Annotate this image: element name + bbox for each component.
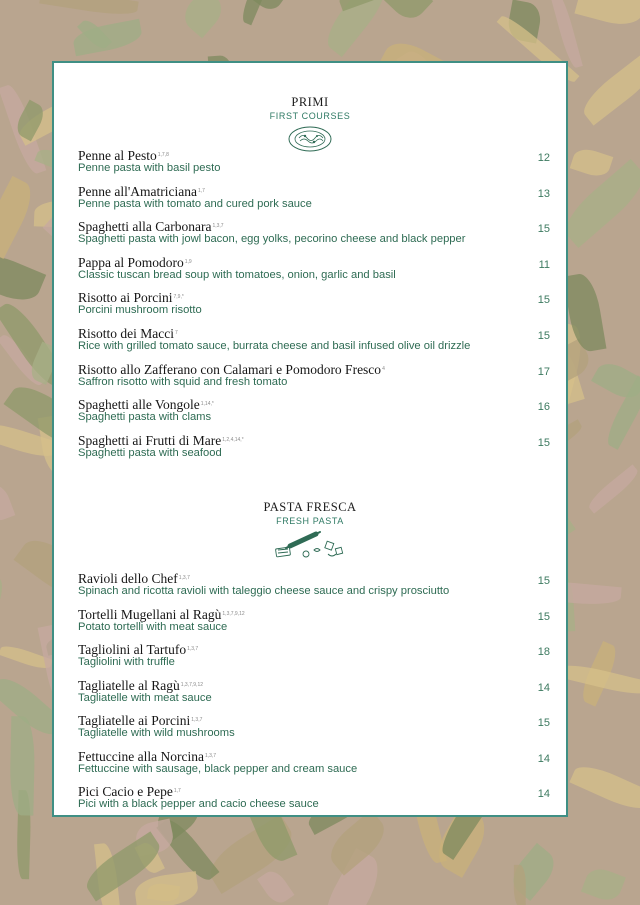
- item-allergens: 1,3,7: [178, 575, 190, 581]
- item-name-text: Spaghetti alla Carbonara: [78, 219, 212, 235]
- menu-item: [78, 149, 548, 175]
- item-name: [78, 363, 548, 377]
- item-allergens: 7,9,*: [173, 294, 184, 301]
- item-name: [78, 572, 548, 586]
- leaf-pattern: [0, 248, 46, 308]
- item-name-text: Spaghetti ai Frutti di Mare: [78, 432, 222, 448]
- item-allergens: 1,9: [184, 258, 192, 265]
- item-description: Pici with a black pepper and cacio cheese sauce: [78, 798, 319, 810]
- item-price: 15: [537, 223, 550, 236]
- leaf-pattern: [257, 867, 294, 905]
- item-name: [78, 149, 548, 163]
- item-price: 15: [537, 294, 550, 307]
- leaf-pattern: [382, 0, 433, 25]
- item-allergens: 1,3,7: [204, 752, 217, 759]
- item-description: Penne pasta with tomato and cured pork sauce: [78, 197, 312, 210]
- item-description: Classic tuscan bread soup with tomatoes, onion, garlic and basil: [78, 268, 396, 281]
- item-allergens: 1,7: [173, 788, 181, 794]
- section-subtitle: FIRST COURSES: [269, 111, 351, 121]
- leaf-pattern: [0, 481, 15, 524]
- item-allergens: 4: [382, 365, 385, 372]
- item-allergens: 1,3,7: [191, 717, 203, 723]
- menu-item: [78, 785, 548, 811]
- item-price: 15: [537, 717, 550, 729]
- leaf-pattern: [585, 465, 640, 514]
- menu-item: [78, 220, 548, 246]
- leaf-pattern: [513, 865, 525, 905]
- item-name-text: Ravioli dello Chef: [78, 571, 178, 586]
- leaf-pattern: [0, 176, 39, 259]
- item-description: Spaghetti pasta with clams: [78, 411, 212, 424]
- item-allergens: 1,3,7,9,12: [180, 681, 204, 688]
- leaf-pattern: [319, 0, 393, 57]
- item-name: [78, 643, 548, 657]
- section-header-pasta-fresca: [54, 500, 566, 562]
- leaf-pattern: [39, 0, 139, 18]
- section-header-primi: [54, 95, 566, 153]
- menu-item: [78, 608, 548, 634]
- item-name-text: Spaghetti alle Vongole: [78, 397, 200, 413]
- menu-item: [78, 679, 548, 705]
- item-name-text: Pappa al Pomodoro: [78, 254, 184, 270]
- item-price: 16: [537, 401, 550, 414]
- menu-item: [78, 327, 548, 353]
- item-allergens: 1,3,7,9,12: [222, 610, 245, 617]
- section-title: PASTA FRESCA: [263, 500, 357, 514]
- item-price: 12: [537, 152, 550, 164]
- leaf-pattern: [178, 0, 228, 38]
- item-allergens: 1,14,*: [200, 401, 214, 408]
- item-name-text: Pici Cacio e Pepe: [78, 784, 173, 799]
- item-description: Spaghetti pasta with jowl bacon, egg yolks, pecorino cheese and black pepper: [78, 233, 466, 246]
- item-description: Rice with grilled tomato sauce, burrata cheese and basil infused olive oil drizzle: [78, 340, 471, 352]
- menu-item: [78, 363, 548, 389]
- item-description: Spinach and ricotta ravioli with taleggio cheese sauce and crispy prosciutto: [78, 585, 450, 597]
- item-name: [78, 608, 548, 622]
- menu-item: [78, 643, 548, 669]
- item-price: 13: [537, 187, 550, 200]
- menu-item: [78, 572, 548, 598]
- item-name: [78, 220, 548, 234]
- leaf-pattern: [575, 0, 640, 30]
- menu-item: [78, 398, 548, 424]
- item-name-text: Risotto ai Porcini: [78, 290, 173, 306]
- item-name: [78, 256, 548, 270]
- item-allergens: 1,3,7: [212, 223, 224, 230]
- item-price: 14: [537, 752, 550, 765]
- menu-item: [78, 256, 548, 282]
- item-description: Tagliatelle with wild mushrooms: [78, 727, 235, 739]
- leaf-pattern: [9, 716, 35, 815]
- item-price: 14: [537, 788, 550, 800]
- item-description: Spaghetti pasta with seafood: [78, 446, 222, 459]
- item-name: [78, 398, 548, 412]
- item-name: [78, 434, 548, 448]
- section-title: PRIMI: [291, 95, 329, 109]
- leaf-pattern: [133, 871, 200, 905]
- item-allergens: 1,2,4,14,*: [222, 436, 244, 443]
- item-price: 15: [537, 610, 550, 623]
- menu-item: [78, 714, 548, 740]
- item-name: [78, 679, 548, 693]
- item-price: 18: [537, 646, 550, 658]
- menu-card: [52, 61, 568, 817]
- item-price: 15: [537, 575, 550, 587]
- item-description: Fettuccine with sausage, black pepper and cream sauce: [78, 762, 358, 775]
- item-description: Penne pasta with basil pesto: [78, 162, 221, 174]
- item-name: [78, 750, 548, 764]
- item-description: Tagliatelle with meat sauce: [78, 691, 212, 704]
- item-allergens: 1,7: [198, 187, 205, 194]
- menu-item: [78, 291, 548, 317]
- item-description: Porcini mushroom risotto: [78, 304, 202, 317]
- item-description: Tagliolini with truffle: [78, 656, 175, 668]
- item-price: 15: [537, 330, 550, 342]
- menu-item: [78, 185, 548, 211]
- leaf-pattern: [577, 51, 640, 125]
- leaf-pattern: [0, 576, 7, 630]
- item-price: 17: [537, 365, 550, 378]
- item-name: [78, 785, 548, 799]
- item-price: 15: [537, 436, 550, 449]
- item-name: [78, 327, 548, 341]
- item-description: Potato tortelli with meat sauce: [78, 620, 228, 633]
- item-name-text: Fettuccine alla Norcina: [78, 748, 204, 764]
- item-allergens: 7: [174, 330, 178, 336]
- section-subtitle: FRESH PASTA: [276, 516, 344, 526]
- item-name: [78, 714, 548, 728]
- menu-item: [78, 434, 548, 460]
- item-name-text: Risotto allo Zafferano con Calamari e Pomodoro Fresco: [78, 361, 382, 377]
- item-name-text: Tagliatelle al Ragù: [78, 677, 180, 693]
- item-name-text: Tagliatelle ai Porcini: [78, 713, 191, 728]
- menu-item: [78, 750, 548, 776]
- item-name: [78, 185, 548, 199]
- item-name-text: Penne all'Amatriciana: [78, 183, 198, 199]
- item-name-text: Tagliolini al Tartufo: [78, 642, 187, 657]
- leaf-pattern: [581, 865, 625, 905]
- leaf-pattern: [569, 146, 613, 180]
- item-price: 11: [538, 258, 550, 271]
- leaf-pattern: [569, 760, 640, 816]
- item-description: Saffron risotto with squid and fresh tomato: [78, 375, 288, 388]
- item-name: [78, 291, 548, 305]
- rolling-pin-pasta-icon: [270, 528, 350, 562]
- item-allergens: 1,7,8: [157, 152, 169, 158]
- item-price: 14: [537, 681, 550, 694]
- item-name-text: Tortelli Mugellani al Ragù: [78, 606, 222, 622]
- item-name-text: Risotto dei Macci: [78, 326, 174, 341]
- item-name-text: Penne al Pesto: [78, 148, 157, 163]
- item-allergens: 1,3,7: [187, 646, 199, 652]
